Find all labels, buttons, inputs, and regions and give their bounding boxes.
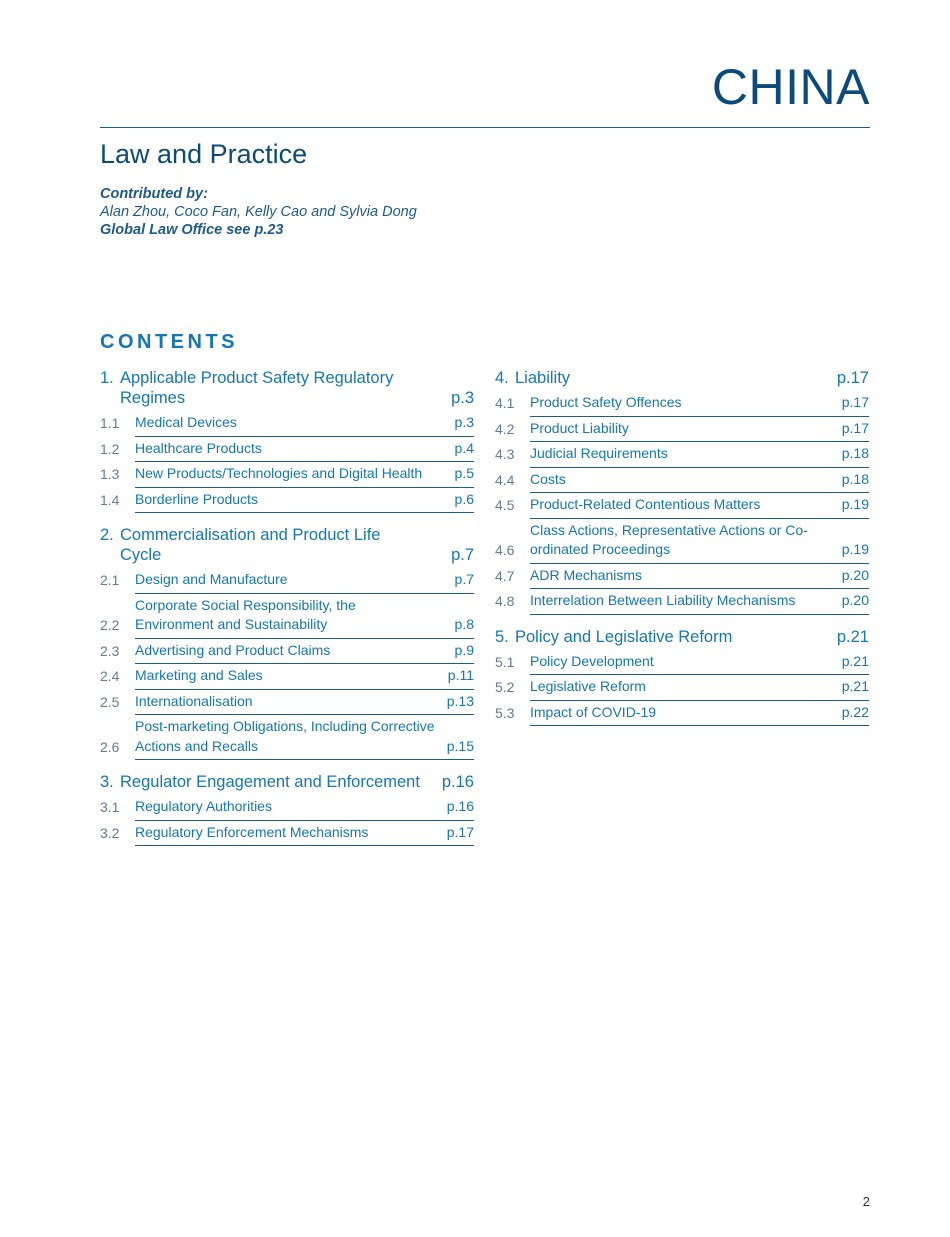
toc-section-title: Applicable Product Safety Regulatory Regimes [120, 369, 394, 407]
toc-section-number: 3. [100, 773, 114, 791]
toc-entry-body [530, 468, 869, 494]
toc-entry-number: 5.1 [495, 653, 515, 670]
toc-entry[interactable] [100, 639, 474, 665]
toc-entry-number: 2.3 [100, 642, 120, 659]
toc-entry[interactable] [495, 493, 869, 519]
toc-entry-number: 2.1 [100, 572, 120, 588]
toc-entry[interactable] [100, 568, 474, 594]
toc-section-heading[interactable] [100, 772, 474, 795]
toc-entry-page: p.17 [446, 823, 474, 840]
toc-section [100, 368, 474, 513]
toc-entry-number: 4.5 [495, 497, 515, 513]
toc-entry-body [530, 589, 869, 615]
firm-reference: Global Law Office see p.23 [100, 222, 284, 238]
toc-entry[interactable] [100, 690, 474, 716]
toc-section [100, 525, 474, 760]
toc-section-heading[interactable] [100, 525, 474, 568]
toc-entry-body [135, 664, 474, 690]
toc-section-number: 1. [100, 369, 114, 387]
toc-entry-number: 4.8 [495, 593, 515, 609]
toc-entry-body [530, 701, 869, 727]
toc-entry-title: ADR Mechanisms [530, 566, 643, 583]
toc-section-number: 4. [495, 369, 509, 387]
toc-entry-page: p.20 [841, 592, 869, 608]
toc-entry[interactable] [100, 411, 474, 437]
toc-entry-page: p.9 [454, 641, 474, 658]
header-rule [100, 127, 870, 128]
toc-entry-title: Internationalisation [135, 692, 253, 709]
toc-entry-title: Policy Development [530, 652, 654, 669]
toc-entry-page: p.21 [841, 652, 869, 669]
contributors-label: Contributed by: [100, 186, 208, 202]
toc-entry[interactable] [495, 589, 869, 615]
toc-entry-page: p.3 [454, 414, 474, 430]
toc-entry-body [530, 675, 869, 701]
toc-section-title: Commercialisation and Product Life Cycle [120, 526, 381, 564]
toc-entry[interactable] [495, 417, 869, 443]
toc-entry-number: 4.3 [495, 446, 515, 462]
toc-entry[interactable] [100, 594, 474, 639]
toc-entry-body [530, 417, 869, 443]
toc-entry-page: p.7 [454, 571, 474, 587]
toc-entry[interactable] [100, 821, 474, 847]
toc-entry-number: 2.4 [100, 668, 120, 684]
toc-entry[interactable] [495, 442, 869, 468]
toc-entry-page: p.11 [447, 667, 474, 683]
toc-entry-number: 1.4 [100, 491, 120, 508]
toc-entry-body [135, 462, 474, 488]
toc-entry-number: 5.2 [495, 679, 515, 695]
toc-entry-page: p.8 [454, 616, 474, 632]
contents-heading: CONTENTS [100, 331, 238, 353]
toc-entry[interactable] [100, 488, 474, 514]
toc-entry[interactable] [495, 701, 869, 727]
toc-entry-body [530, 564, 869, 590]
toc-entry-body [135, 821, 474, 847]
toc-section-title: Policy and Legislative Reform [515, 627, 733, 646]
toc-entry[interactable] [495, 650, 869, 676]
toc-entry[interactable] [100, 715, 474, 760]
country-heading: CHINA [711, 59, 870, 115]
toc-entry-page: p.22 [841, 703, 869, 720]
toc-entry-body [530, 519, 869, 564]
toc-entry-title: Medical Devices [135, 414, 237, 430]
toc-section [100, 772, 474, 846]
toc-entry-number: 2.5 [100, 693, 120, 710]
toc-entry[interactable] [100, 462, 474, 488]
toc-entry[interactable] [495, 564, 869, 590]
toc-entry-body [530, 493, 869, 519]
toc-section [495, 368, 869, 615]
toc-entry-title: Design and Manufacture [135, 571, 288, 587]
toc-entry-page: p.4 [454, 439, 474, 456]
toc-section-heading[interactable] [100, 368, 474, 411]
toc-entry-title: Corporate Social Responsibility, the Environment and Sustainability [135, 596, 356, 632]
toc-entry-title: Product Liability [530, 419, 629, 436]
toc-entry-number: 1.3 [100, 466, 120, 482]
toc-section-page: p.21 [836, 627, 869, 646]
toc-entry-body [135, 568, 474, 594]
toc-entry-title: Impact of COVID-19 [530, 703, 657, 720]
toc-entry-body [135, 437, 474, 463]
toc-entry-number: 3.2 [100, 824, 120, 841]
toc-entry-body [135, 488, 474, 514]
contributor-names: Alan Zhou, Coco Fan, Kelly Cao and Sylvia Dong [100, 204, 417, 220]
toc-entry-page: p.5 [454, 465, 474, 481]
toc-section-title: Regulator Engagement and Enforcement [120, 773, 420, 791]
toc-entry-title: Interrelation Between Liability Mechanisms [530, 592, 796, 608]
toc-entry-body [135, 715, 474, 760]
toc-section-heading[interactable] [495, 368, 869, 391]
toc-entry-page: p.16 [446, 798, 474, 814]
toc-entry-page: p.20 [841, 566, 869, 583]
toc-entry-body [530, 391, 869, 417]
toc-entry-number: 2.2 [100, 617, 120, 633]
toc-section-title-wrap [495, 627, 815, 647]
toc-entry-page: p.19 [841, 541, 869, 557]
toc-entry-number: 4.1 [495, 395, 515, 411]
toc-entry-page: p.19 [841, 496, 869, 512]
toc-entry-body [135, 639, 474, 665]
toc-section-title-wrap [495, 368, 815, 388]
toc-section-page: p.17 [836, 369, 869, 387]
toc-entry-title: Legislative Reform [530, 678, 646, 694]
toc-entry-title: Advertising and Product Claims [135, 641, 331, 658]
toc-entry-number: 4.2 [495, 420, 515, 437]
toc-entry[interactable] [495, 468, 869, 494]
toc-entry-title: Marketing and Sales [135, 667, 263, 683]
contributors-block [100, 185, 417, 239]
toc-entry-body [135, 411, 474, 437]
toc-section-number: 2. [100, 526, 114, 544]
toc-entry-title: Costs [530, 470, 566, 487]
toc-section-heading[interactable] [495, 627, 869, 650]
toc-entry-body [530, 650, 869, 676]
toc-entry[interactable] [495, 519, 869, 564]
toc-entry-title: Class Actions, Representative Actions or Co-ordinated Proceedings [530, 521, 808, 557]
toc-section-title: Liability [515, 369, 571, 387]
toc-column-right [495, 368, 869, 738]
toc-entry-body [530, 442, 869, 468]
page-number: 2 [862, 1194, 870, 1209]
toc-entry-number: 4.4 [495, 471, 515, 488]
toc-entry-page: p.6 [454, 490, 474, 507]
toc-section-title-wrap [100, 368, 420, 408]
toc-section-page: p.3 [451, 389, 474, 407]
toc-entry-number: 2.6 [100, 738, 120, 755]
toc-entry-number: 3.1 [100, 799, 120, 815]
toc-entry-number: 1.1 [100, 415, 120, 431]
toc-entry-page: p.18 [841, 445, 869, 461]
toc-entry-title: Post-marketing Obligations, Including Corrective Actions and Recalls [135, 718, 435, 754]
toc-section-title-wrap [100, 525, 420, 565]
toc-section-page: p.7 [451, 546, 474, 564]
toc-column-left [100, 368, 474, 858]
toc-entry[interactable] [495, 391, 869, 417]
toc-entry-title: Product-Related Contentious Matters [530, 496, 761, 512]
toc-section-page: p.16 [441, 773, 474, 791]
toc-entry-body [135, 795, 474, 821]
toc-section [495, 627, 869, 727]
toc-entry-title: Regulatory Enforcement Mechanisms [135, 823, 369, 840]
toc-entry[interactable] [495, 675, 869, 701]
toc-entry-body [135, 594, 474, 639]
toc-entry[interactable] [100, 795, 474, 821]
toc-entry-page: p.17 [841, 419, 869, 436]
toc-entry-number: 5.3 [495, 704, 515, 721]
toc-entry-page: p.21 [841, 678, 869, 694]
page-title: Law and Practice [100, 139, 308, 169]
toc-entry-title: New Products/Technologies and Digital Health [135, 465, 423, 481]
toc-entry-title: Judicial Requirements [530, 445, 668, 461]
toc-entry-page: p.18 [841, 470, 869, 487]
toc-section-number: 5. [495, 627, 509, 646]
toc-entry-number: 4.7 [495, 567, 515, 584]
toc-entry-page: p.17 [841, 394, 869, 410]
toc-entry-title: Product Safety Offences [530, 394, 682, 410]
toc-section-title-wrap [100, 772, 420, 792]
toc-entry-page: p.15 [446, 737, 474, 754]
toc-entry-page: p.13 [446, 692, 474, 709]
toc-entry-title: Regulatory Authorities [135, 798, 272, 814]
toc-entry[interactable] [100, 664, 474, 690]
toc-entry-number: 1.2 [100, 440, 120, 457]
toc-entry-title: Borderline Products [135, 490, 258, 507]
toc-entry[interactable] [100, 437, 474, 463]
toc-entry-title: Healthcare Products [135, 439, 262, 456]
toc-entry-number: 4.6 [495, 542, 515, 558]
toc-entry-body [135, 690, 474, 716]
